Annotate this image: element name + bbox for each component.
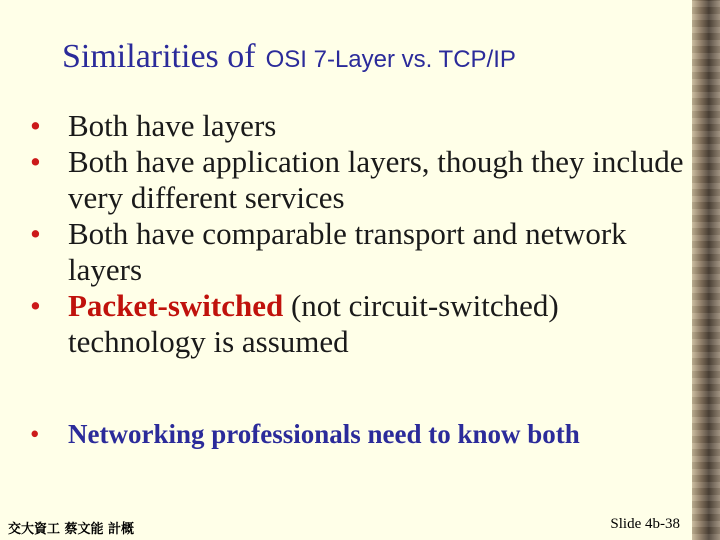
- bullet-text: (not circuit-switched) technology is assumed: [68, 288, 559, 359]
- slide-number: Slide 4b-38: [610, 516, 680, 532]
- bullet-emphasis: Packet-switched: [68, 288, 284, 323]
- bullet-dot-icon: •: [30, 144, 41, 179]
- bullet-item: [30, 108, 690, 144]
- bullet-dot-icon: •: [30, 108, 41, 143]
- title-sub: OSI 7-Layer vs. TCP/IP: [265, 46, 516, 73]
- bullet-text: Networking professionals need to know both: [68, 419, 580, 449]
- title-main: Similarities of: [62, 38, 256, 75]
- bullet-dot-icon: •: [30, 419, 40, 449]
- bullet-dot-icon: •: [30, 216, 41, 251]
- decorative-side-stripe-texture: [692, 0, 720, 540]
- footer-author: 交大資工 蔡文能 計概: [8, 522, 135, 537]
- slide-title: [62, 38, 516, 76]
- bullet-text: Both have application layers, though they include very different services: [68, 144, 684, 215]
- bullet-text: Both have layers: [68, 108, 277, 143]
- bullet-item: [30, 144, 690, 216]
- bullet-item: [30, 216, 690, 288]
- bullet-list: [30, 108, 690, 360]
- bullet-item: [30, 288, 690, 360]
- bullet-dot-icon: •: [30, 288, 41, 323]
- bullet-text: Both have comparable transport and network layers: [68, 216, 627, 287]
- bullet-networking: [30, 416, 580, 452]
